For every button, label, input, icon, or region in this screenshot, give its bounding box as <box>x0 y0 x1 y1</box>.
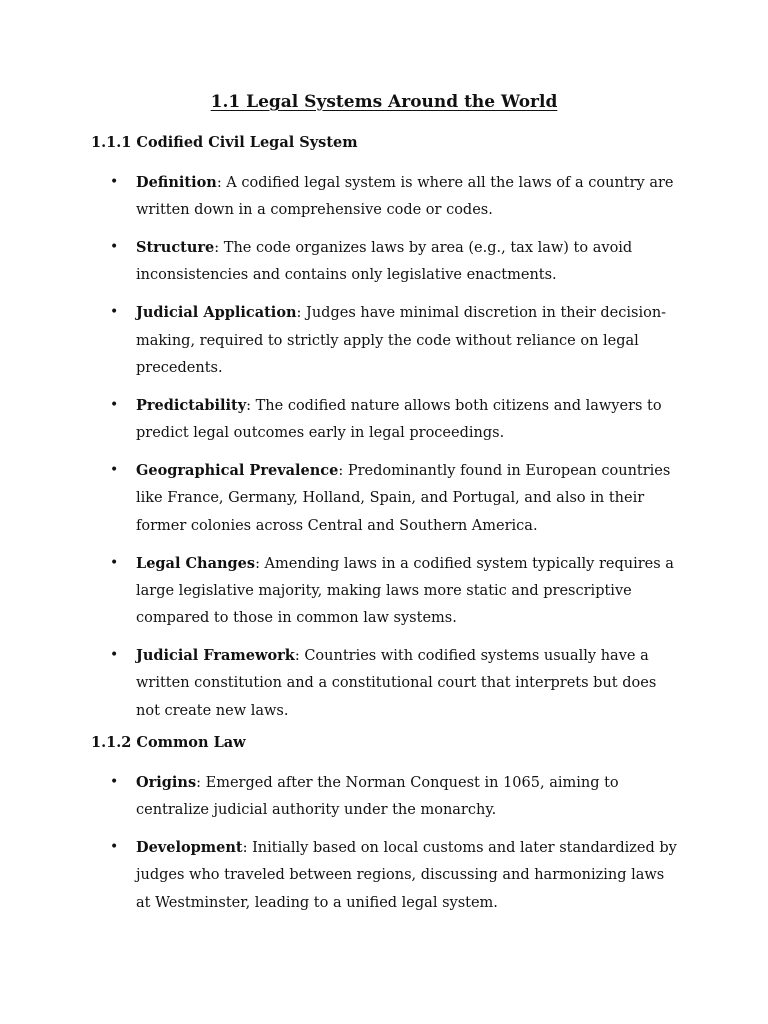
bullet-text: : Amending laws in a codified system typically requires a large legislative majority, making laws more static and prescriptive compared to those in common law systems. <box>136 555 674 627</box>
list-item <box>0 169 768 225</box>
section-heading-codified-civil: 1.1.1 Codified Civil Legal System <box>91 134 358 151</box>
section-heading-common-law: 1.1.2 Common Law <box>91 734 246 751</box>
bullet-text: : Countries with codified systems usually have a written constitution and a constitutional court that interprets but does not create new laws. <box>136 648 657 719</box>
bullet-icon: • <box>110 462 119 479</box>
bullet-text: : A codified legal system is where all the laws of a country are written down in a comprehensive code or codes. <box>136 175 674 219</box>
bullet-term: Structure <box>136 239 215 257</box>
list-item <box>0 769 768 825</box>
list-item <box>0 299 768 382</box>
list-item <box>0 834 768 917</box>
bullet-text: : The codified nature allows both citizens and lawyers to predict legal outcomes early in legal proceedings. <box>136 397 662 442</box>
bullet-text: : The code organizes laws by area (e.g., tax law) to avoid inconsistencies and contains only legislative enactments. <box>136 240 633 284</box>
bullet-term: Geographical Prevalence <box>136 462 339 480</box>
bullet-term: Judicial Framework <box>136 647 295 665</box>
bullet-text: : Judges have minimal discretion in their decision-making, required to strictly apply the code without reliance on legal precedents. <box>136 305 667 376</box>
bullet-icon: • <box>110 396 119 413</box>
list-item <box>0 392 768 448</box>
common-law-bullet-list <box>0 769 768 927</box>
bullet-term: Judicial Application <box>136 304 297 322</box>
bullet-text: : Initially based on local customs and later standardized by judges who traveled between regions, discussing and harmonizing laws at Westminster, leading to a unified legal system. <box>136 840 677 911</box>
list-item <box>0 642 768 725</box>
bullet-icon: • <box>110 554 119 571</box>
bullet-icon: • <box>110 774 119 790</box>
list-item <box>0 234 768 290</box>
codified-civil-bullet-list <box>0 169 768 735</box>
page-title: 1.1 Legal Systems Around the World <box>210 92 558 112</box>
bullet-term: Definition <box>136 174 217 191</box>
bullet-text: : Emerged after the Norman Conquest in 1065, aiming to centralize judicial authority under the monarchy. <box>136 775 619 819</box>
bullet-term: Legal Changes <box>136 554 256 572</box>
bullet-term: Origins <box>136 774 197 791</box>
bullet-icon: • <box>110 647 119 664</box>
bullet-icon: • <box>110 304 119 321</box>
list-item <box>0 457 768 540</box>
bullet-text: : Predominantly found in European countries like France, Germany, Holland, Spain, and Portugal, and also in their former colonies across Central and Southern America. <box>136 463 671 534</box>
bullet-term: Predictability <box>136 396 247 414</box>
bullet-term: Development <box>136 839 243 857</box>
bullet-icon: • <box>110 239 119 256</box>
list-item <box>0 550 768 633</box>
bullet-icon: • <box>110 839 119 856</box>
bullet-icon: • <box>110 174 119 190</box>
